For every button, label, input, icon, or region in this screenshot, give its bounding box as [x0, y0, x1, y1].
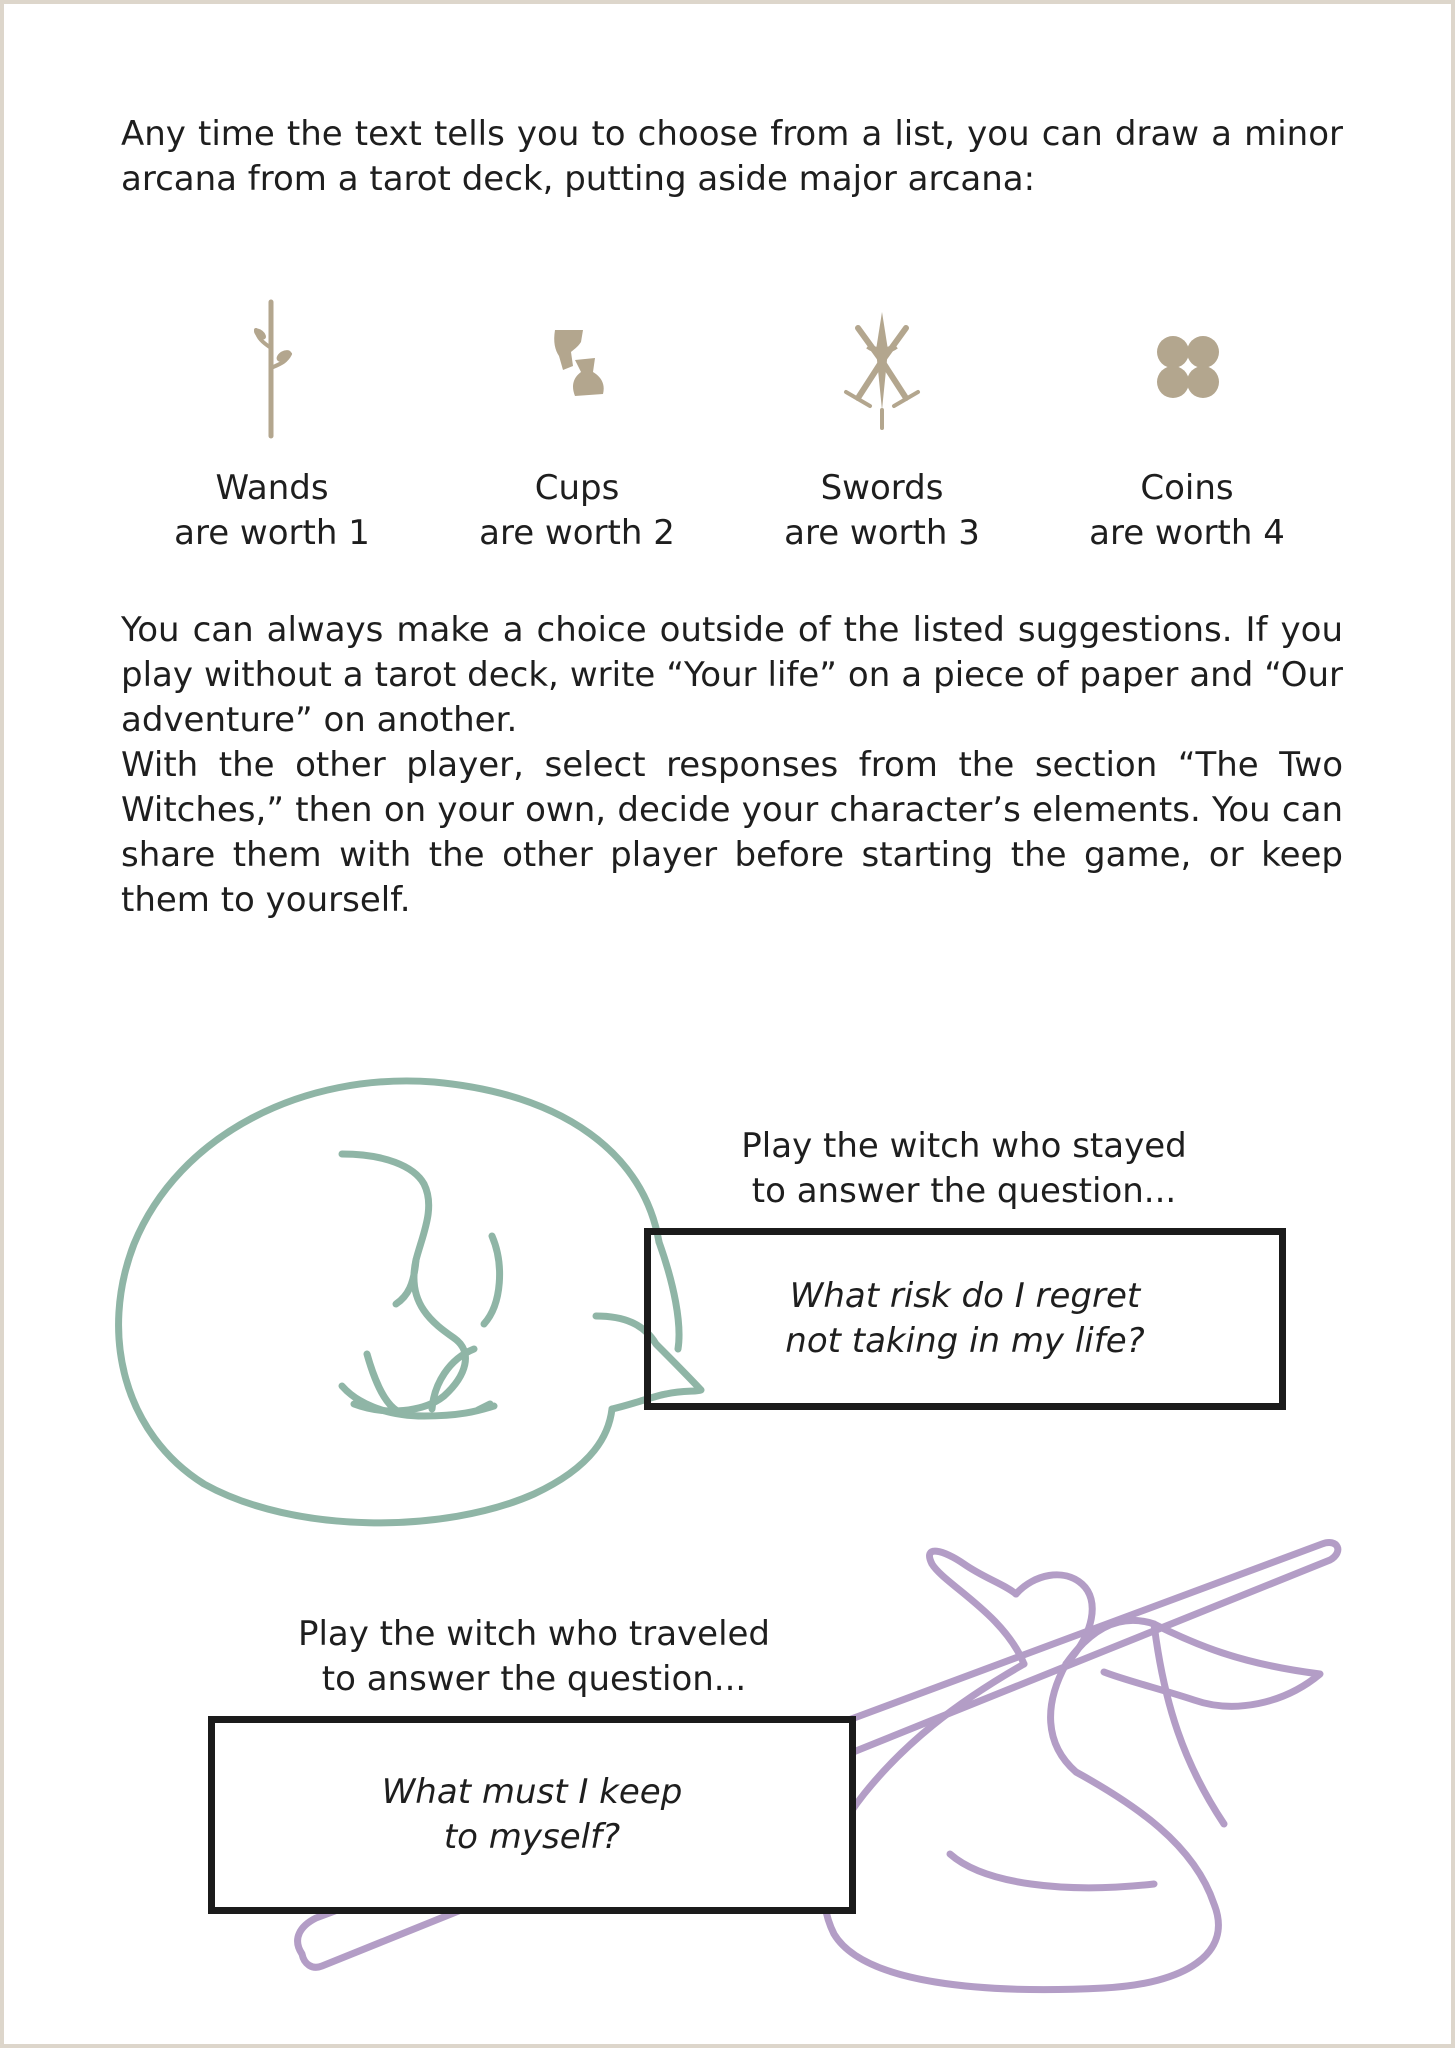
- caption-line: Play the witch who traveled: [297, 1614, 771, 1654]
- suit-worth: are worth 3: [784, 513, 980, 553]
- question-line: to myself?: [443, 1817, 621, 1857]
- question-line: not taking in my life?: [785, 1321, 1145, 1361]
- sleeping-cat-icon: [119, 1081, 701, 1523]
- suit-name: Swords: [820, 468, 944, 508]
- paragraph-tarot-alternative: You can always make a choice outside of the listed suggestions. If you play without a tarot deck, write “Your life” on a piece of paper and “Our adventure” on another.: [121, 610, 1343, 740]
- witch-stayed-caption: [694, 1124, 1234, 1214]
- question-text: [785, 1274, 1144, 1364]
- suit-name: Coins: [1140, 468, 1234, 508]
- suit-name: Wands: [215, 468, 329, 508]
- paragraph-shared-responses: With the other player, select responses from the section “The Two Witches,” then on your own, decide your character’s elements. You can share them with the other player before starting the game, or keep them to yourself.: [121, 745, 1343, 920]
- page: [4, 4, 1451, 2044]
- caption-line: to answer the question...: [321, 1659, 747, 1699]
- suit-worth: are worth 2: [479, 513, 675, 553]
- suit-worth: are worth 1: [174, 513, 370, 553]
- caption-line: to answer the question...: [751, 1171, 1177, 1211]
- question-line: What must I keep: [381, 1772, 683, 1812]
- suit-name: Cups: [534, 468, 620, 508]
- question-box-stayed: [644, 1228, 1286, 1410]
- question-text: [382, 1770, 683, 1860]
- caption-line: Play the witch who stayed: [741, 1126, 1187, 1166]
- question-box-traveled: [208, 1716, 856, 1914]
- witch-traveled-caption: [254, 1612, 814, 1702]
- intro-paragraph: Any time the text tells you to choose from a list, you can draw a minor arcana from a tarot deck, putting aside major arcana:: [121, 114, 1343, 199]
- question-line: What risk do I regret: [789, 1276, 1141, 1316]
- suit-worth: are worth 4: [1089, 513, 1285, 553]
